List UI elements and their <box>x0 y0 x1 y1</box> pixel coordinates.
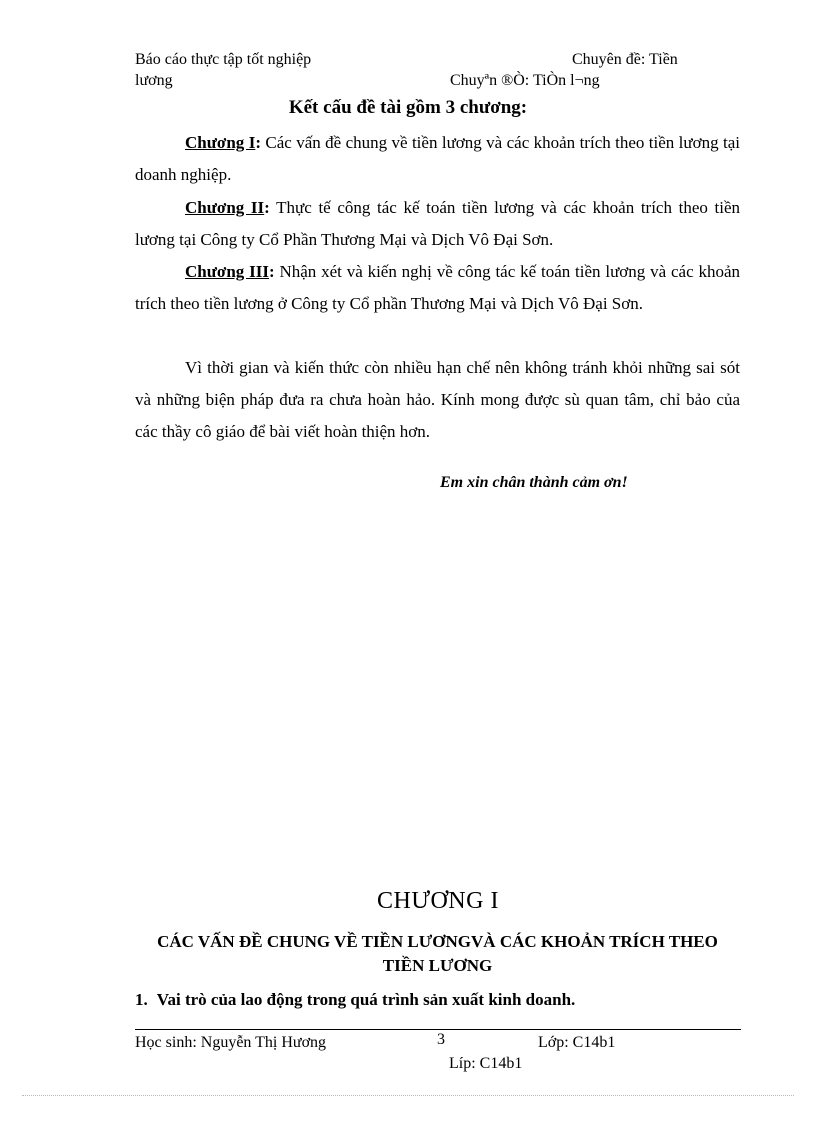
footer-page-number: 3 <box>437 1031 445 1048</box>
chapter-3-text: Nhận xét và kiến nghị về công tác kế toán tiền lương và các khoản trích theo tiền lương ở Công ty Cổ phần Thương Mại và Dịch Vô Đại Sơn. <box>135 262 740 313</box>
footer-class-garbled: Líp: C14b1 <box>449 1055 523 1072</box>
closing-paragraph: Vì thời gian và kiến thức còn nhiều hạn chế nên không tránh khỏi những sai sót và những biện pháp đưa ra chưa hoàn hảo. Kính mong được sù quan tâm, chỉ bảo của các thầy cô giáo để bài viết hoàn thiện hơn. <box>135 358 740 441</box>
chapter-1-colon: : <box>255 133 261 152</box>
section-title: Vai trò của lao động trong quá trình sản xuất kinh doanh. <box>156 990 576 1009</box>
header-report-title: Báo cáo thực tập tốt nghiệp <box>135 51 312 68</box>
section-heading <box>135 990 575 1010</box>
header-garbled-topic: Chuyªn ®Ò: TiÒn l¬ng <box>450 72 600 89</box>
header-topic: Chuyên đề: Tiền <box>572 51 678 68</box>
chapter-2-paragraph <box>135 192 740 256</box>
chapter-3-label: Chương III <box>185 262 269 281</box>
section-number: 1. <box>135 990 148 1009</box>
chapter-heading: CHƯƠNG I <box>377 888 499 914</box>
chapter-2-colon: : <box>264 198 270 217</box>
chapter-1-text: Các vấn đề chung về tiền lương và các khoản trích theo tiền lương tại doanh nghiệp. <box>135 133 740 184</box>
chapter-2-text: Thực tế công tác kế toán tiền lương và các khoản trích theo tiền lương tại Công ty Cổ Phần Thương Mại và Dịch Vô Đại Sơn. <box>135 198 740 249</box>
page-break-line <box>22 1095 794 1096</box>
footer-class: Lớp: C14b1 <box>538 1034 616 1051</box>
chapter-1-label: Chương I <box>185 133 256 152</box>
chapter-2-label: Chương II <box>185 198 265 217</box>
chapter-3-paragraph <box>135 256 740 320</box>
header-topic-continued: lương <box>135 72 173 89</box>
chapter-3-colon: : <box>268 262 275 281</box>
footer-student: Học sinh: Nguyễn Thị Hương <box>135 1034 327 1051</box>
thanks-line: Em xin chân thành cảm ơn! <box>440 474 628 491</box>
chapter-subtitle: CÁC VẤN ĐỀ CHUNG VỀ TIỀN LƯƠNGVÀ CÁC KHOẢN TRÍCH THEO TIỀN LƯƠNG <box>157 932 718 975</box>
structure-title: Kết cấu đề tài gồm 3 chương: <box>288 97 528 118</box>
footer-divider <box>135 1029 741 1030</box>
chapter-1-paragraph <box>135 127 740 191</box>
